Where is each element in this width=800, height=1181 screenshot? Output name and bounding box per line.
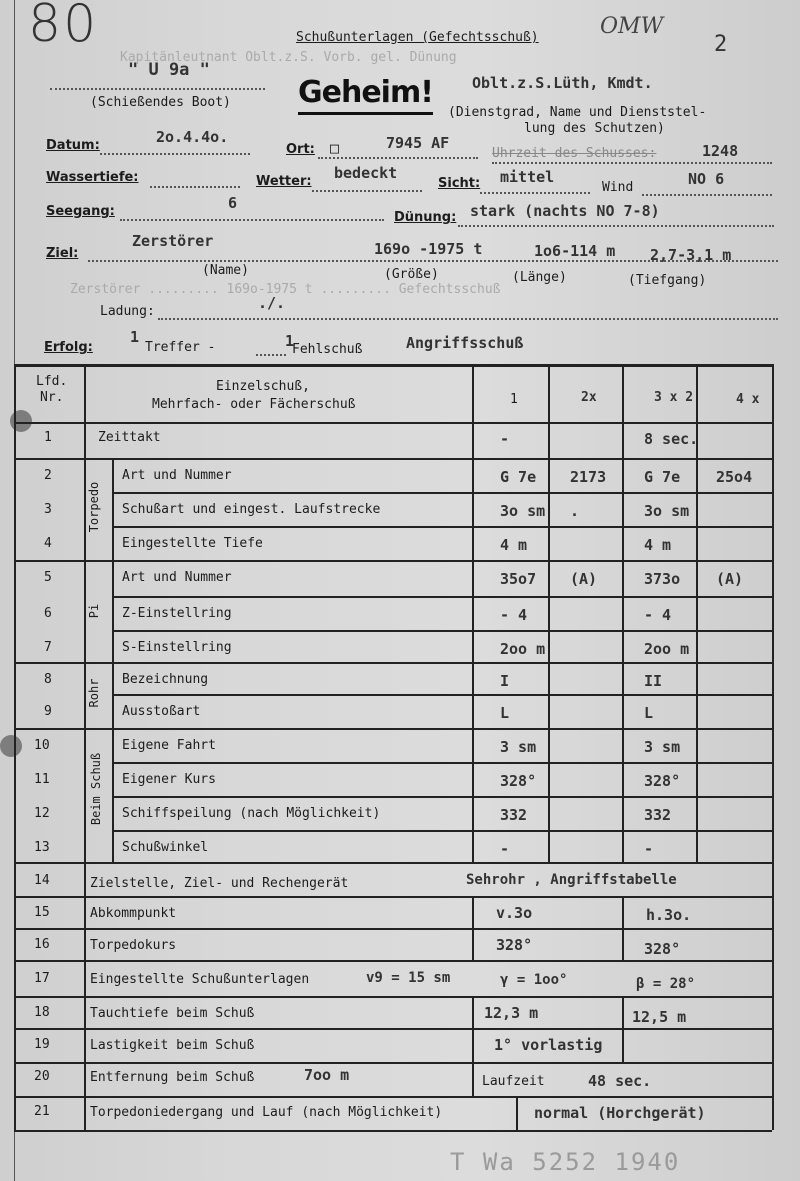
row-nr: 3 (44, 502, 52, 517)
row-value: (A) (716, 570, 744, 588)
uhrzeit-value: 1248 (702, 142, 739, 160)
row-value: 25o4 (716, 468, 753, 486)
table-rule (112, 492, 772, 494)
page-number: 2 (714, 32, 728, 57)
head-lfd-1: Lfd. (36, 374, 68, 389)
caption-name: (Name) (202, 263, 249, 278)
caption-groesse: (Größe) (384, 267, 439, 282)
table-rule (472, 996, 474, 1096)
uhrzeit-label: Uhrzeit des Schusses: (492, 146, 657, 161)
table-rule (14, 1096, 772, 1098)
ghost-text: Zerstörer ......... 169o-1975 t ......... Gefechtsschuß (70, 282, 501, 297)
row-15-label: Abkommpunkt (90, 906, 177, 921)
wetter-line (312, 190, 422, 192)
table-rule (622, 364, 624, 862)
wetter-value: bedeckt (334, 164, 398, 182)
sheet-number: 80 (28, 0, 99, 54)
ort-square: □ (330, 139, 340, 157)
row-value: G 7e (500, 468, 537, 486)
table-rule (472, 364, 474, 862)
row-value: 4 m (500, 536, 528, 554)
seegang-line (120, 219, 384, 221)
row-17-label: Eingestellte Schußunterlagen (90, 972, 310, 987)
ghost-text: Kapitänleutnant Oblt.z.S. Vorb. gel. Dünung (120, 50, 457, 65)
head-col4: 4 x (736, 392, 760, 407)
row-18-c1: 12,3 m (484, 1004, 539, 1022)
row-19-c1: 1° vorlastig (494, 1036, 603, 1054)
row-20-laufzeit-label: Laufzeit (482, 1074, 545, 1089)
wetter-label: Wetter: (256, 174, 312, 189)
ladung-label: Ladung: (100, 304, 155, 319)
row-value: L (644, 704, 654, 722)
ziel-label: Ziel: (46, 246, 79, 261)
row-value: - (500, 840, 510, 858)
table-rule (112, 796, 772, 798)
table-rule (112, 830, 772, 832)
erfolg-label: Erfolg: (44, 340, 93, 355)
row-19-label: Lastigkeit beim Schuß (90, 1038, 255, 1053)
row-value: 2173 (570, 468, 607, 486)
table-rule (112, 596, 772, 598)
boat-name: " U 9a " (128, 60, 210, 80)
table-rule (14, 364, 772, 367)
row-label: Art und Nummer (122, 570, 232, 585)
row-20-label: Entfernung beim Schuß (90, 1070, 255, 1085)
row-value: - 4 (644, 606, 672, 624)
commander-caption-1: (Dienstgrad, Name und Dienststel- (448, 105, 707, 120)
duenung-line (458, 225, 774, 227)
row-18-label: Tauchtiefe beim Schuß (90, 1006, 255, 1021)
table-rule (472, 896, 474, 960)
row-17-gamma: γ = 1oo° (500, 972, 568, 988)
table-rule (112, 526, 772, 528)
duenung-label: Dünung: (394, 210, 457, 225)
table-rule (112, 762, 772, 764)
group-rohr: Rohr (87, 678, 101, 708)
head-col2: 2x (581, 390, 597, 405)
row-nr: 12 (34, 806, 50, 821)
table-rule (112, 458, 114, 862)
head-einzel-2: Mehrfach- oder Fächerschuß (152, 397, 356, 412)
fehlschuss-count: 1 (285, 332, 295, 350)
row-nr: 11 (34, 772, 50, 787)
table-rule (622, 896, 624, 960)
table-rule (14, 1062, 772, 1064)
row-value: - 4 (500, 606, 528, 624)
row-value: 3o sm (644, 502, 690, 520)
row-nr: 4 (44, 536, 52, 551)
datum-line (100, 153, 250, 155)
row-nr: 1 (44, 430, 52, 445)
row-value: 2oo m (644, 640, 690, 658)
row-value: - (500, 430, 510, 448)
table-rule (84, 364, 86, 1130)
row-value: 2oo m (500, 640, 546, 658)
table-rule (516, 1096, 518, 1130)
punch-hole-bottom (0, 735, 22, 757)
boat-line (50, 88, 265, 90)
row-value: L (500, 704, 510, 722)
table-rule (14, 422, 772, 424)
angriffsschuss: Angriffsschuß (406, 334, 524, 352)
row-16-label: Torpedokurs (90, 938, 177, 953)
fehlschuss-label: Fehlschuß (292, 342, 363, 357)
row-15-c3: h.3o. (646, 906, 692, 924)
ort-label: Ort: (286, 142, 315, 157)
row-20-laufzeit: 48 sec. (588, 1072, 652, 1090)
table-rule (14, 662, 772, 664)
table-rule (14, 728, 772, 730)
duenung-value: stark (nachts NO 7-8) (470, 202, 660, 220)
wind-label: Wind (602, 180, 634, 195)
head-col1: 1 (510, 392, 518, 407)
row-nr: 2 (44, 468, 52, 483)
table-rule (14, 928, 772, 930)
row-nr: 8 (44, 672, 52, 687)
table-rule (14, 996, 772, 998)
form-title: Schußunterlagen (Gefechtsschuß) (296, 30, 539, 45)
row-21-value: normal (Horchgerät) (534, 1104, 706, 1122)
row-17-nr: 17 (34, 971, 50, 986)
table-rule (112, 630, 772, 632)
row-label: Schußwinkel (122, 840, 209, 855)
ladung-line (158, 318, 778, 320)
row-label: Art und Nummer (122, 468, 232, 483)
row-label: Bezeichnung (122, 672, 209, 687)
row-label: Schiffspeilung (nach Möglichkeit) (122, 806, 381, 821)
row-value: . (570, 502, 580, 520)
row-value: 373o (644, 570, 681, 588)
row-17-beta: β = 28° (636, 976, 696, 992)
group-beim-schuss: Beim Schuß (89, 752, 103, 826)
table-rule (14, 364, 16, 1130)
row-14-nr: 14 (34, 873, 50, 888)
row-21-nr: 21 (34, 1104, 50, 1119)
row-label: Zeittakt (98, 430, 161, 445)
row-20-value: 7oo m (304, 1066, 350, 1084)
head-col3: 3 x 2 (654, 390, 694, 405)
footer-stamp: T Wa 5252 1940 (450, 1148, 681, 1176)
table-rule (14, 896, 772, 898)
row-value: 332 (644, 806, 672, 824)
wassertiefe-label: Wassertiefe: (46, 170, 139, 185)
group-pi: Pi (87, 603, 101, 619)
row-16-c3: 328° (644, 940, 681, 958)
table-rule (622, 996, 624, 1062)
ziel-name: Zerstörer (132, 232, 214, 250)
caption-laenge: (Länge) (512, 270, 567, 285)
handwritten-mark: OMW (600, 14, 664, 39)
table-rule (112, 694, 772, 696)
table-rule (772, 364, 774, 1130)
row-label: Eigener Kurs (122, 772, 216, 787)
uhrzeit-line (492, 162, 772, 164)
datum-label: Datum: (46, 138, 100, 153)
datum-value: 2o.4.4o. (156, 128, 229, 146)
wassertiefe-line (150, 186, 240, 188)
group-torpedo: Torpedo (87, 481, 101, 533)
table-rule (14, 560, 772, 562)
fehlschuss-line (256, 354, 286, 356)
head-lfd-2: Nr. (40, 390, 64, 405)
geheim-stamp: Geheim! (298, 74, 433, 115)
row-label: Z-Einstellring (122, 606, 232, 621)
row-17-v: v9 = 15 sm (366, 970, 451, 986)
treffer-count: 1 (130, 328, 140, 346)
row-19-nr: 19 (34, 1037, 50, 1052)
treffer-label: Treffer - (145, 340, 216, 355)
seegang-value: 6 (228, 194, 238, 212)
commander-name: Oblt.z.S.Lüth, Kmdt. (472, 74, 653, 92)
row-20-nr: 20 (34, 1069, 50, 1084)
row-label: Eigene Fahrt (122, 738, 216, 753)
row-nr: 5 (44, 570, 52, 585)
row-nr: 13 (34, 840, 50, 855)
row-18-nr: 18 (34, 1005, 50, 1020)
row-nr: 9 (44, 704, 52, 719)
row-18-c3: 12,5 m (632, 1008, 687, 1026)
sicht-value: mittel (500, 168, 555, 186)
ladung-value: ./. (258, 294, 286, 312)
row-value: I (500, 672, 510, 690)
sicht-line (480, 192, 590, 194)
row-value: G 7e (644, 468, 681, 486)
table-rule (548, 364, 550, 862)
row-14-value: Sehrohr , Angriffstabelle (466, 872, 677, 888)
row-15-nr: 15 (34, 905, 50, 920)
row-value: 3 sm (500, 738, 537, 756)
ziel-groesse: 169o -1975 t (374, 240, 483, 258)
table-rule (14, 1028, 772, 1030)
table-rule (14, 960, 772, 962)
table-rule (14, 862, 772, 864)
row-label: Ausstoßart (122, 704, 201, 719)
commander-caption-2: lung des Schutzen) (524, 121, 665, 136)
wind-line (642, 194, 772, 196)
table-rule (14, 458, 772, 460)
row-21-label: Torpedoniedergang und Lauf (nach Möglichkeit) (90, 1105, 443, 1120)
head-einzel-1: Einzelschuß, (216, 379, 310, 394)
row-value: 35o7 (500, 570, 537, 588)
row-value: 8 sec. (644, 430, 699, 448)
row-14-label: Zielstelle, Ziel- und Rechengerät (90, 876, 349, 891)
row-value: (A) (570, 570, 598, 588)
row-label: Schußart und eingest. Laufstrecke (122, 502, 381, 517)
row-nr: 10 (34, 738, 50, 753)
row-value: 328° (500, 772, 537, 790)
row-16-c1: 328° (496, 936, 533, 954)
row-value: 3 sm (644, 738, 681, 756)
boat-caption: (Schießendes Boot) (90, 95, 231, 110)
caption-tiefgang: (Tiefgang) (628, 273, 707, 288)
ziel-laenge: 1o6-114 m (534, 242, 616, 260)
seegang-label: Seegang: (46, 204, 115, 219)
wind-value: NO 6 (688, 170, 725, 188)
row-value: - (644, 840, 654, 858)
row-value: II (644, 672, 663, 690)
row-value: 328° (644, 772, 681, 790)
row-value: 4 m (644, 536, 672, 554)
row-label: Eingestellte Tiefe (122, 536, 263, 551)
sicht-label: Sicht: (438, 176, 481, 191)
ort-line (318, 157, 478, 159)
ziel-tiefgang: 2,7-3,1 m (650, 246, 732, 264)
row-nr: 7 (44, 640, 52, 655)
row-value: 332 (500, 806, 528, 824)
row-16-nr: 16 (34, 937, 50, 952)
ort-value: 7945 AF (386, 134, 450, 152)
row-nr: 6 (44, 606, 52, 621)
row-15-c1: v.3o (496, 904, 533, 922)
row-value: 3o sm (500, 502, 546, 520)
row-label: S-Einstellring (122, 640, 232, 655)
table-rule (14, 1130, 772, 1132)
